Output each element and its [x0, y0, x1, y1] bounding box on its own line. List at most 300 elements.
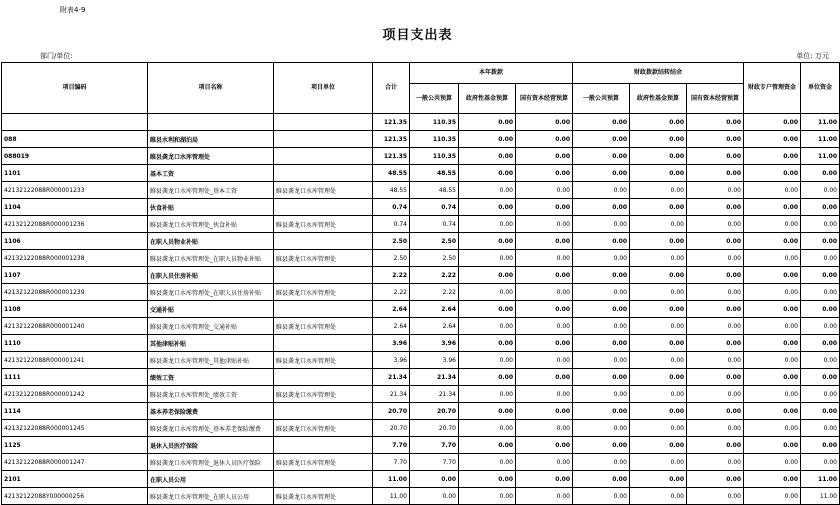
cell-value: 0.00 [459, 369, 516, 386]
cell-value: 0.00 [459, 165, 516, 182]
table-row [2, 267, 840, 284]
cell-name: 睢县龚龙口水库管理处_退休人员医疗保险 [148, 454, 274, 471]
cell-value: 0.00 [744, 284, 801, 301]
cell-value: 0.00 [630, 420, 687, 437]
cell-value: 0.00 [459, 199, 516, 216]
cell-code: 42132122088R000001242 [2, 386, 148, 403]
cell-value: 110.35 [410, 148, 459, 165]
cell-value: 0.00 [744, 148, 801, 165]
cell-value: 0.00 [630, 182, 687, 199]
table-row [2, 352, 840, 369]
cell-value: 20.70 [410, 403, 459, 420]
cell-unit: 睢县龚龙口水库管理处 [274, 250, 373, 267]
cell-value: 0.00 [687, 386, 744, 403]
cell-value: 0.00 [630, 318, 687, 335]
cell-code: 42132122088R000001245 [2, 420, 148, 437]
cell-value: 0.00 [459, 233, 516, 250]
cell-value: 0.00 [459, 352, 516, 369]
cell-unit [274, 131, 373, 148]
header-total: 合计 [373, 63, 410, 114]
cell-value: 121.35 [373, 114, 410, 131]
cell-value: 0.00 [630, 199, 687, 216]
cell-value: 21.34 [410, 386, 459, 403]
department-label: 部门/单位: [40, 52, 73, 60]
attachment-label: 附表4-9 [60, 6, 86, 14]
cell-value: 0.00 [687, 352, 744, 369]
cell-value: 0.00 [573, 471, 630, 488]
cell-value: 11.00 [801, 148, 840, 165]
cell-value: 2.50 [410, 250, 459, 267]
cell-value: 0.00 [573, 488, 630, 505]
cell-name: 睢县龚龙口水库管理处_伙食补贴 [148, 216, 274, 233]
header-carry: 财政拨款结转结余 [573, 63, 744, 84]
cell-value: 0.00 [630, 114, 687, 131]
cell-value: 0.00 [573, 386, 630, 403]
cell-unit [274, 267, 373, 284]
cell-name: 在职人员物业补贴 [148, 233, 274, 250]
cell-value: 0.00 [573, 267, 630, 284]
cell-value: 0.00 [630, 301, 687, 318]
cell-name: 在职人员公用 [148, 471, 274, 488]
cell-name: 睢县龚龙口水库管理处_基本养老保险缴费 [148, 420, 274, 437]
cell-value: 0.00 [744, 114, 801, 131]
cell-code: 42132122088R000001238 [2, 250, 148, 267]
cell-value: 0.00 [744, 318, 801, 335]
cell-value: 0.00 [744, 403, 801, 420]
header-carry-state-capital: 国有资本经营预算 [687, 84, 744, 114]
cell-value: 0.00 [459, 335, 516, 352]
cell-value: 0.00 [630, 250, 687, 267]
cell-value: 0.00 [410, 471, 459, 488]
cell-value: 0.00 [516, 369, 573, 386]
header-own: 单位资金 [801, 63, 840, 114]
cell-name: 绩效工资 [148, 369, 274, 386]
cell-code: 42132122088R000001247 [2, 454, 148, 471]
cell-value: 0.00 [801, 267, 840, 284]
cell-unit [274, 165, 373, 182]
table-row [2, 335, 840, 352]
cell-value: 2.50 [373, 250, 410, 267]
cell-value: 0.00 [687, 131, 744, 148]
cell-value: 0.00 [744, 335, 801, 352]
cell-value: 0.00 [687, 148, 744, 165]
cell-code: 1125 [2, 437, 148, 454]
cell-value: 0.00 [744, 454, 801, 471]
cell-value: 0.00 [459, 471, 516, 488]
cell-name: 其他津贴补贴 [148, 335, 274, 352]
cell-value: 11.00 [801, 131, 840, 148]
header-general: 一般公共预算 [410, 84, 459, 114]
cell-value: 0.00 [801, 335, 840, 352]
cell-code: 088 [2, 131, 148, 148]
cell-value: 0.00 [744, 233, 801, 250]
header-carry-gov-fund: 政府性基金预算 [630, 84, 687, 114]
table-row [2, 369, 840, 386]
cell-name: 退休人员医疗保险 [148, 437, 274, 454]
cell-value: 3.96 [373, 335, 410, 352]
cell-value: 0.00 [573, 250, 630, 267]
cell-value: 0.00 [744, 199, 801, 216]
cell-value: 2.64 [410, 318, 459, 335]
cell-value: 0.00 [459, 182, 516, 199]
cell-unit [274, 148, 373, 165]
cell-value: 0.00 [630, 131, 687, 148]
cell-value: 2.22 [410, 284, 459, 301]
cell-value: 0.00 [459, 284, 516, 301]
cell-unit [274, 335, 373, 352]
cell-value: 0.00 [630, 267, 687, 284]
table-row [2, 131, 840, 148]
cell-value: 0.00 [573, 420, 630, 437]
cell-value: 0.00 [801, 182, 840, 199]
cell-value: 0.00 [573, 233, 630, 250]
table-row [2, 114, 840, 131]
cell-value: 0.00 [630, 488, 687, 505]
header-this-year: 本年拨款 [410, 63, 573, 84]
cell-unit [274, 369, 373, 386]
cell-value: 11.00 [373, 488, 410, 505]
cell-value: 0.00 [630, 454, 687, 471]
cell-unit: 睢县龚龙口水库管理处 [274, 488, 373, 505]
cell-value: 3.96 [410, 352, 459, 369]
header-unit: 项目单位 [274, 63, 373, 114]
cell-value: 0.00 [573, 335, 630, 352]
cell-value: 0.00 [687, 318, 744, 335]
cell-unit: 睢县龚龙口水库管理处 [274, 318, 373, 335]
cell-value: 0.00 [516, 216, 573, 233]
cell-value: 0.74 [410, 216, 459, 233]
cell-value: 0.00 [459, 114, 516, 131]
unit-label: 单位: 万元 [796, 52, 829, 60]
cell-value: 0.00 [687, 335, 744, 352]
cell-unit: 睢县龚龙口水库管理处 [274, 352, 373, 369]
cell-value: 0.00 [516, 403, 573, 420]
cell-value: 20.70 [373, 403, 410, 420]
cell-name: 睢县龚龙口水库管理处_在职人员住房补贴 [148, 284, 274, 301]
cell-value: 0.00 [687, 250, 744, 267]
header-gov-fund: 政府性基金预算 [459, 84, 516, 114]
cell-value: 11.00 [373, 471, 410, 488]
cell-code: 2101 [2, 471, 148, 488]
cell-value: 0.00 [573, 182, 630, 199]
cell-name: 睢县龚龙口水库管理处_其他津贴补贴 [148, 352, 274, 369]
cell-value: 7.70 [410, 437, 459, 454]
cell-value: 0.00 [516, 335, 573, 352]
cell-code: 1104 [2, 199, 148, 216]
cell-value: 0.00 [516, 114, 573, 131]
cell-unit: 睢县龚龙口水库管理处 [274, 284, 373, 301]
cell-value: 0.00 [801, 369, 840, 386]
cell-value: 21.34 [373, 369, 410, 386]
cell-value: 0.00 [687, 233, 744, 250]
cell-value: 0.00 [516, 301, 573, 318]
cell-value: 2.50 [373, 233, 410, 250]
cell-value: 0.00 [801, 216, 840, 233]
cell-value: 0.00 [573, 148, 630, 165]
table-row [2, 284, 840, 301]
cell-value: 0.00 [516, 284, 573, 301]
cell-value: 0.00 [459, 437, 516, 454]
cell-unit [274, 471, 373, 488]
cell-value: 0.00 [687, 114, 744, 131]
cell-value: 0.00 [573, 114, 630, 131]
cell-value: 0.00 [744, 369, 801, 386]
cell-value: 0.00 [630, 386, 687, 403]
cell-value: 0.00 [744, 250, 801, 267]
cell-value: 0.00 [687, 471, 744, 488]
cell-value: 0.00 [516, 165, 573, 182]
cell-code: 42132122088R000001241 [2, 352, 148, 369]
cell-value: 0.00 [687, 488, 744, 505]
cell-value: 0.00 [687, 420, 744, 437]
table-row [2, 437, 840, 454]
cell-name: 睢县龚龙口水库管理处_在职人员公用 [148, 488, 274, 505]
header-state-capital: 国有资本经营预算 [516, 84, 573, 114]
cell-value: 0.00 [630, 471, 687, 488]
cell-value: 0.00 [573, 131, 630, 148]
cell-value: 0.00 [459, 488, 516, 505]
cell-name: 基本工资 [148, 165, 274, 182]
cell-code: 1106 [2, 233, 148, 250]
cell-unit: 睢县龚龙口水库管理处 [274, 420, 373, 437]
cell-value: 0.00 [630, 369, 687, 386]
cell-value: 3.96 [410, 335, 459, 352]
cell-value: 0.00 [801, 199, 840, 216]
cell-unit [274, 114, 373, 131]
cell-value: 0.00 [744, 488, 801, 505]
cell-value: 20.70 [373, 420, 410, 437]
cell-value: 0.00 [516, 233, 573, 250]
cell-value: 2.22 [373, 267, 410, 284]
cell-value: 0.00 [516, 267, 573, 284]
cell-code: 1107 [2, 267, 148, 284]
cell-value: 0.00 [459, 131, 516, 148]
cell-value: 2.64 [410, 301, 459, 318]
cell-value: 0.00 [801, 403, 840, 420]
table-row [2, 386, 840, 403]
cell-code: 42132122088R000001239 [2, 284, 148, 301]
cell-value: 0.00 [459, 420, 516, 437]
cell-value: 7.70 [373, 454, 410, 471]
cell-code: 42132122088R000001233 [2, 182, 148, 199]
cell-value: 11.00 [801, 488, 840, 505]
page-title: 项目支出表 [382, 28, 453, 43]
cell-unit [274, 301, 373, 318]
cell-value: 0.00 [687, 403, 744, 420]
cell-code [2, 114, 148, 131]
cell-value: 0.00 [630, 284, 687, 301]
cell-value: 0.00 [687, 369, 744, 386]
cell-value: 0.00 [516, 420, 573, 437]
cell-value: 0.00 [516, 250, 573, 267]
cell-value: 48.55 [410, 165, 459, 182]
cell-value: 0.00 [573, 437, 630, 454]
cell-value: 0.00 [744, 267, 801, 284]
cell-code: 1111 [2, 369, 148, 386]
cell-value: 0.00 [630, 233, 687, 250]
cell-value: 7.70 [373, 437, 410, 454]
cell-value: 0.00 [630, 352, 687, 369]
table-row [2, 454, 840, 471]
cell-value: 0.00 [630, 216, 687, 233]
cell-name: 睢县水利和湖泊局 [148, 131, 274, 148]
cell-value: 0.00 [744, 165, 801, 182]
cell-value: 0.00 [410, 488, 459, 505]
cell-value: 0.00 [801, 386, 840, 403]
header-name: 项目名称 [148, 63, 274, 114]
table-row [2, 233, 840, 250]
cell-value: 0.00 [459, 454, 516, 471]
cell-value: 11.00 [801, 471, 840, 488]
cell-value: 0.00 [516, 352, 573, 369]
cell-value: 0.00 [801, 250, 840, 267]
cell-value: 0.00 [687, 437, 744, 454]
cell-value: 0.00 [459, 250, 516, 267]
cell-value: 0.00 [459, 403, 516, 420]
cell-value: 0.00 [516, 182, 573, 199]
cell-name: 睢县龚龙口水库管理处 [148, 148, 274, 165]
cell-value: 0.00 [801, 233, 840, 250]
table-row [2, 216, 840, 233]
cell-value: 0.00 [459, 318, 516, 335]
table-row [2, 165, 840, 182]
table-body [2, 114, 840, 505]
cell-value: 0.00 [459, 148, 516, 165]
cell-unit: 睢县龚龙口水库管理处 [274, 216, 373, 233]
cell-name: 睢县龚龙口水库管理处_绩效工资 [148, 386, 274, 403]
header-carry-general: 一般公共预算 [573, 84, 630, 114]
cell-value: 0.00 [630, 148, 687, 165]
cell-unit [274, 233, 373, 250]
cell-value: 0.00 [687, 216, 744, 233]
cell-value: 0.00 [744, 437, 801, 454]
cell-value: 0.00 [801, 454, 840, 471]
cell-value: 0.00 [573, 165, 630, 182]
cell-value: 0.00 [573, 301, 630, 318]
cell-unit [274, 403, 373, 420]
header-special: 财政专户管理资金 [744, 63, 801, 114]
cell-code: 42132122088R000001240 [2, 318, 148, 335]
cell-name: 在职人员住房补贴 [148, 267, 274, 284]
cell-value: 0.00 [744, 386, 801, 403]
cell-value: 0.00 [573, 403, 630, 420]
cell-value: 0.00 [744, 216, 801, 233]
cell-value: 0.00 [630, 403, 687, 420]
cell-value: 11.00 [801, 114, 840, 131]
cell-name [148, 114, 274, 131]
cell-code: 42132122088Y000000256 [2, 488, 148, 505]
cell-value: 0.00 [687, 165, 744, 182]
cell-value: 0.00 [744, 182, 801, 199]
cell-value: 0.00 [687, 182, 744, 199]
cell-value: 0.00 [459, 301, 516, 318]
cell-code: 1108 [2, 301, 148, 318]
cell-code: 42132122088R000001236 [2, 216, 148, 233]
cell-value: 2.64 [373, 318, 410, 335]
table-row [2, 182, 840, 199]
cell-value: 0.00 [573, 318, 630, 335]
table-row [2, 318, 840, 335]
cell-value: 110.35 [410, 131, 459, 148]
cell-value: 0.00 [573, 216, 630, 233]
cell-value: 2.22 [373, 284, 410, 301]
cell-unit: 睢县龚龙口水库管理处 [274, 182, 373, 199]
cell-unit: 睢县龚龙口水库管理处 [274, 386, 373, 403]
cell-value: 121.35 [373, 131, 410, 148]
cell-value: 0.00 [801, 165, 840, 182]
cell-value: 2.50 [410, 233, 459, 250]
cell-code: 1110 [2, 335, 148, 352]
cell-value: 0.00 [687, 284, 744, 301]
cell-code: 088019 [2, 148, 148, 165]
table-row [2, 471, 840, 488]
cell-value: 0.00 [801, 284, 840, 301]
cell-name: 睢县龚龙口水库管理处_基本工资 [148, 182, 274, 199]
cell-value: 7.70 [410, 454, 459, 471]
cell-value: 0.00 [801, 420, 840, 437]
cell-name: 交通补贴 [148, 301, 274, 318]
cell-value: 0.00 [573, 352, 630, 369]
table-row [2, 199, 840, 216]
cell-code: 1114 [2, 403, 148, 420]
cell-value: 48.55 [410, 182, 459, 199]
cell-value: 21.34 [410, 369, 459, 386]
cell-value: 0.00 [801, 318, 840, 335]
cell-value: 0.00 [516, 488, 573, 505]
cell-code: 1101 [2, 165, 148, 182]
cell-value: 0.00 [573, 284, 630, 301]
cell-value: 0.00 [687, 301, 744, 318]
header-code: 项目编码 [2, 63, 148, 114]
cell-value: 0.00 [516, 471, 573, 488]
cell-value: 0.00 [516, 131, 573, 148]
table-row [2, 250, 840, 267]
table-row [2, 420, 840, 437]
cell-value: 2.22 [410, 267, 459, 284]
cell-name: 睢县龚龙口水库管理处_交通补贴 [148, 318, 274, 335]
cell-value: 0.00 [630, 165, 687, 182]
cell-value: 0.00 [516, 148, 573, 165]
cell-value: 0.00 [801, 352, 840, 369]
cell-unit: 睢县龚龙口水库管理处 [274, 454, 373, 471]
cell-value: 20.70 [410, 420, 459, 437]
cell-unit [274, 199, 373, 216]
cell-value: 0.00 [630, 437, 687, 454]
cell-value: 121.35 [373, 148, 410, 165]
cell-value: 0.00 [516, 318, 573, 335]
cell-value: 0.00 [801, 301, 840, 318]
cell-value: 0.00 [744, 131, 801, 148]
cell-value: 0.00 [459, 386, 516, 403]
table-row [2, 403, 840, 420]
cell-value: 0.00 [687, 454, 744, 471]
cell-value: 0.00 [687, 267, 744, 284]
cell-value: 0.74 [373, 199, 410, 216]
cell-value: 0.00 [573, 454, 630, 471]
cell-value: 0.00 [459, 267, 516, 284]
cell-value: 2.64 [373, 301, 410, 318]
cell-name: 睢县龚龙口水库管理处_在职人员物业补贴 [148, 250, 274, 267]
cell-value: 48.55 [373, 165, 410, 182]
cell-value: 0.00 [801, 437, 840, 454]
cell-value: 0.00 [459, 216, 516, 233]
cell-name: 伙食补贴 [148, 199, 274, 216]
cell-value: 0.00 [630, 335, 687, 352]
cell-value: 0.00 [516, 437, 573, 454]
cell-value: 0.74 [373, 216, 410, 233]
cell-name: 基本养老保险缴费 [148, 403, 274, 420]
cell-value: 48.55 [373, 182, 410, 199]
